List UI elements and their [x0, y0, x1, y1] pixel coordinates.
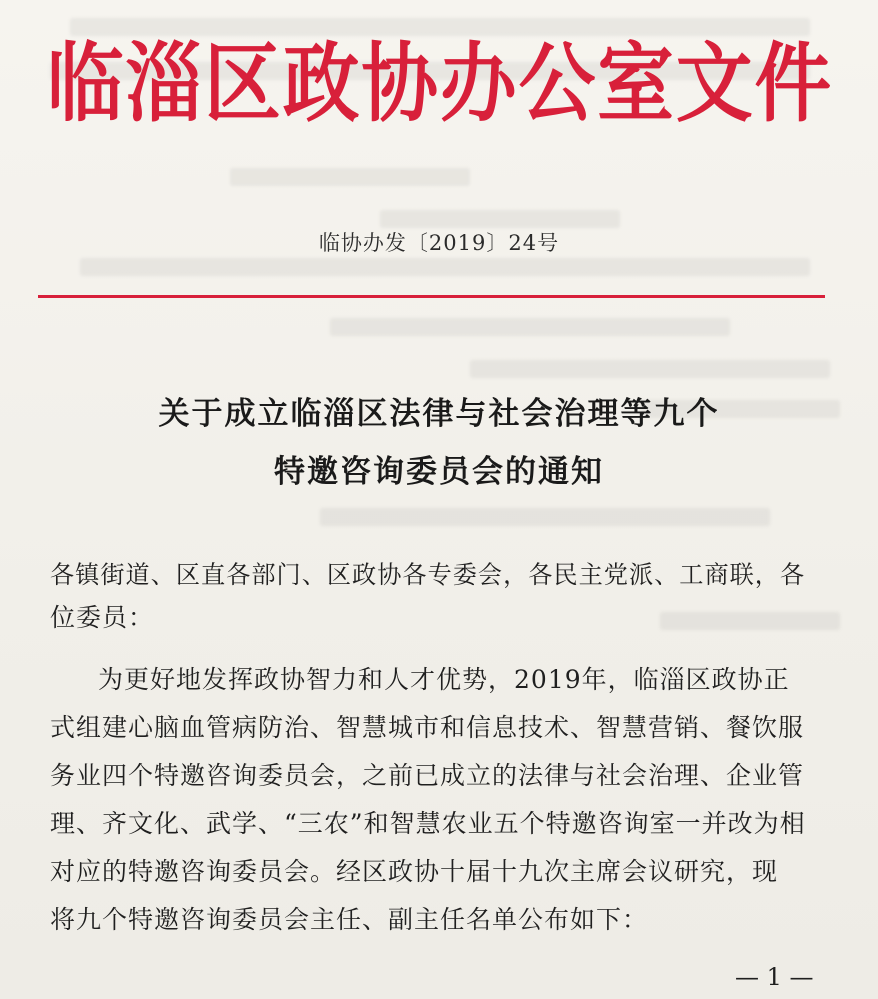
body-line-3: 为更好地发挥政协智力和人才优势，2019年，临淄区政协正 — [98, 665, 790, 694]
header-red-rule — [38, 295, 825, 298]
body-line-4: 式组建心脑血管病防治、智慧城市和信息技术、智慧营销、餐饮服 — [50, 713, 805, 742]
notice-title-line-1: 关于成立临淄区法律与社会治理等九个 — [158, 396, 720, 432]
body-line-8: 将九个特邀咨询委员会主任、副主任名单公布如下： — [50, 905, 649, 934]
body-line-6: 理、齐文化、武学、“三农”和智慧农业五个特邀咨询室一并改为相 — [50, 809, 806, 838]
body-line-2: 位委员： — [50, 603, 155, 632]
body-line-7: 对应的特邀咨询委员会。经区政协十届十九次主席会议研究，现 — [50, 857, 779, 886]
page-number: — 1 — — [735, 963, 814, 991]
body-line-1: 各镇街道、区直各部门、区政协各专委会，各民主党派、工商联，各 — [50, 561, 806, 589]
document-header-title: 临淄区政协办公室文件 — [46, 34, 834, 135]
document-number: 临协办发〔2019〕24号 — [318, 231, 560, 255]
notice-title-line-2: 特邀咨询委员会的通知 — [274, 454, 604, 490]
body-line-5: 务业四个特邀咨询委员会，之前已成立的法律与社会治理、企业管 — [50, 761, 805, 790]
